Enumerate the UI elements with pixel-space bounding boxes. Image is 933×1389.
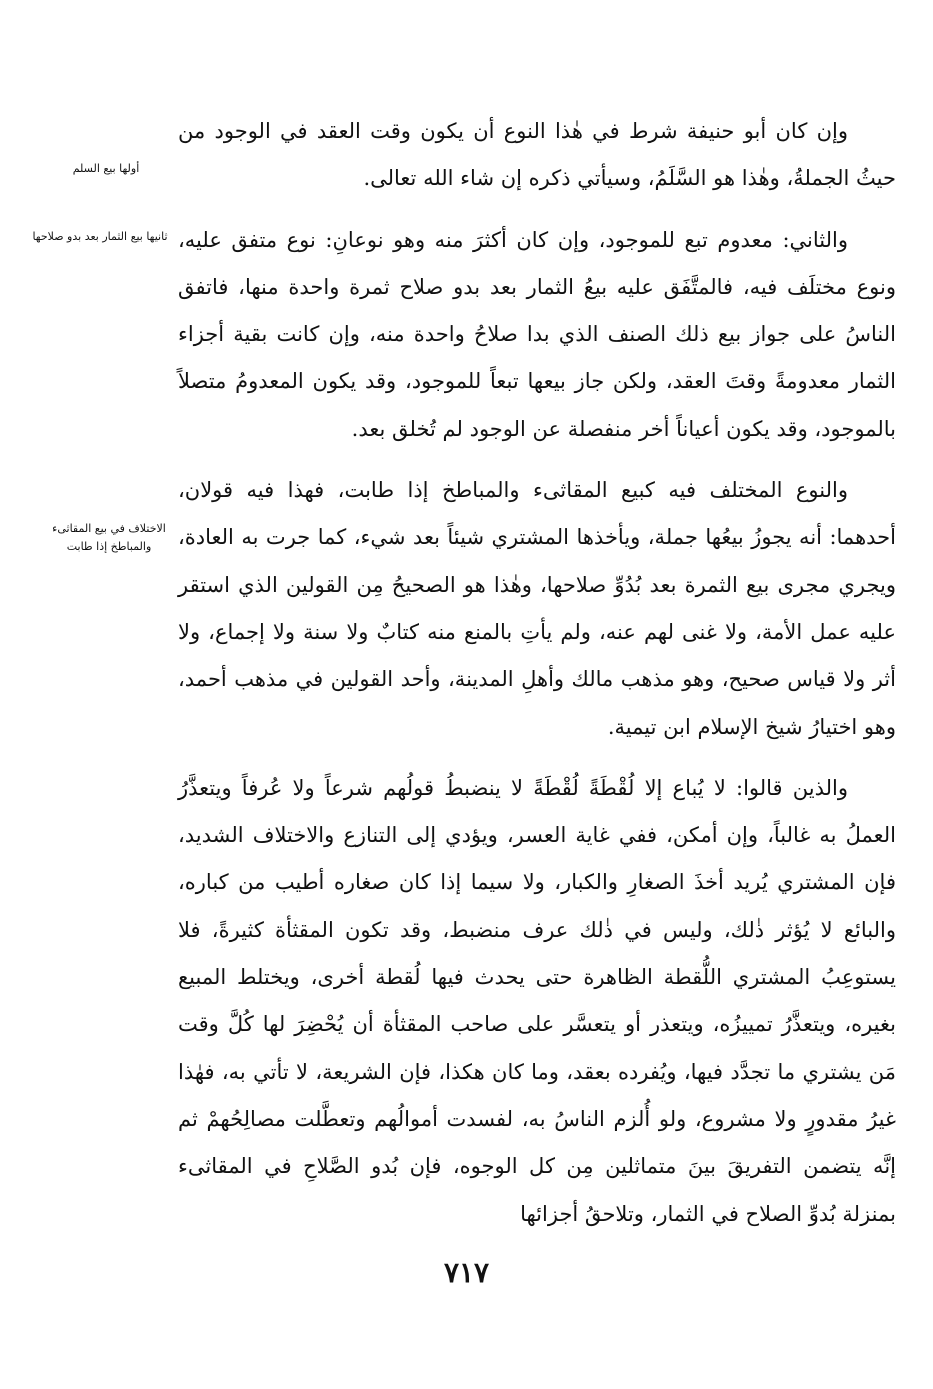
main-text-column: [178, 108, 896, 1252]
paragraph-1: وإن كان أبو حنيفة شرط في هٰذا النوع أن يكون وقت العقد في الوجود من حيثُ الجملةُ، وهٰذا هو السَّلَمُ، وسيأتي ذكره إن شاء الله تعالى.: [178, 119, 896, 191]
margin-note-salam: أولها بيع السلم: [72, 162, 140, 175]
margin-note-fruit-sale: ثانيها بيع الثمار بعد بدو صلاحها: [32, 230, 168, 243]
page-number: ٧١٧: [443, 1256, 490, 1289]
paragraph-3: والنوع المختلف فيه كبيع المقاثىء والمباطخ إذا طابت، فهذا فيه قولان، أحدهما: أنه يجوزُ بيعُها جملة، ويأخذها المشتري شيئاً بعد شيء، كما جرت به العادة، ويجري مجرى بيع الثمرة بعد بُدُوِّ صلاحها، وهٰذا هو الصحيحُ مِن القولين الذي استقر عليه عمل الأمة، ولا غنى لهم عنه، ولم يأتِ بالمنع منه كتابٌ ولا سنة ولا إجماع، ولا أثر ولا قياس صحيح، وهو مذهب مالك وأهلِ المدينة، وأحد القولين في مذهب أحمد، وهو اختيارُ شيخ الإسلام ابن تيمية.: [178, 478, 896, 739]
paragraph-2: والثاني: معدوم تبع للموجود، وإن كان أكثرَ منه وهو نوعانِ: نوع متفق عليه، ونوع مختلَف فيه، فالمتَّفَق عليه بيعُ الثمار بعد بدو صلاح ثمرة واحدة منها، فاتفق الناسُ على جواز بيع ذلك الصنف الذي بدا صلاحُ واحدة منه، وإن كانت بقية أجزاء الثمار معدومةً وقتَ العقد، ولكن جاز بيعها تبعاً للموجود، وقد يكون المعدومُ متصلاً بالموجود، وقد يكون أعياناً أخر منفصلة عن الوجود لم تُخلق بعد.: [178, 227, 896, 441]
paragraph-4: والذين قالوا: لا يُباع إلا لُقْطَةً لُقْطَةً لا ينضبطُ قولُهم شرعاً ولا عُرفاً ويتعذَّرُ العملُ به غالباً، وإن أمكن، ففي غاية العسر، ويؤدي إلى التنازع والاختلاف الشديد، فإن المشتري يُريد أخذَ الصغارِ والكبار، ولا سيما إذا كان صغاره أطيب من كباره، والبائع لا يُؤثر ذٰلك، وليس في ذٰلك عرف منضبط، وقد تكون المقثأة كثيرةً، فلا يستوعِبُ المشتري اللُّقطة الظاهرة حتى يحدث فيها لُقطة أخرى، ويختلط المبيع بغيره، ويتعذَّرُ تمييزُه، ويتعذر أو يتعسَّر على صاحب المقثأة أن يُحْضِرَ لها كُلَّ وقت مَن يشتري ما تجدَّد فيها، ويُفرده بعقد، وما كان هكذا، فإن الشريعة، لا تأتي به، فهٰذا غيرُ مقدورٍ ولا مشروع، ولو أُلزم الناسُ به، لفسدت أموالُهم وتعطَّلت مصالِحُهمْ ثم إنَّه يتضمن التفريقَ بينَ متماثلين مِن كل الوجوه، فإن بُدو الصَّلاحِ في المقاثىء بمنزلة بُدوِّ الصلاح في الثمار، وتلاحقُ أجزائها: [178, 775, 896, 1226]
margin-note-cucumber-melon: الاختلاف في بيع المقاثىء والمباطخ إذا طابت: [52, 522, 166, 553]
